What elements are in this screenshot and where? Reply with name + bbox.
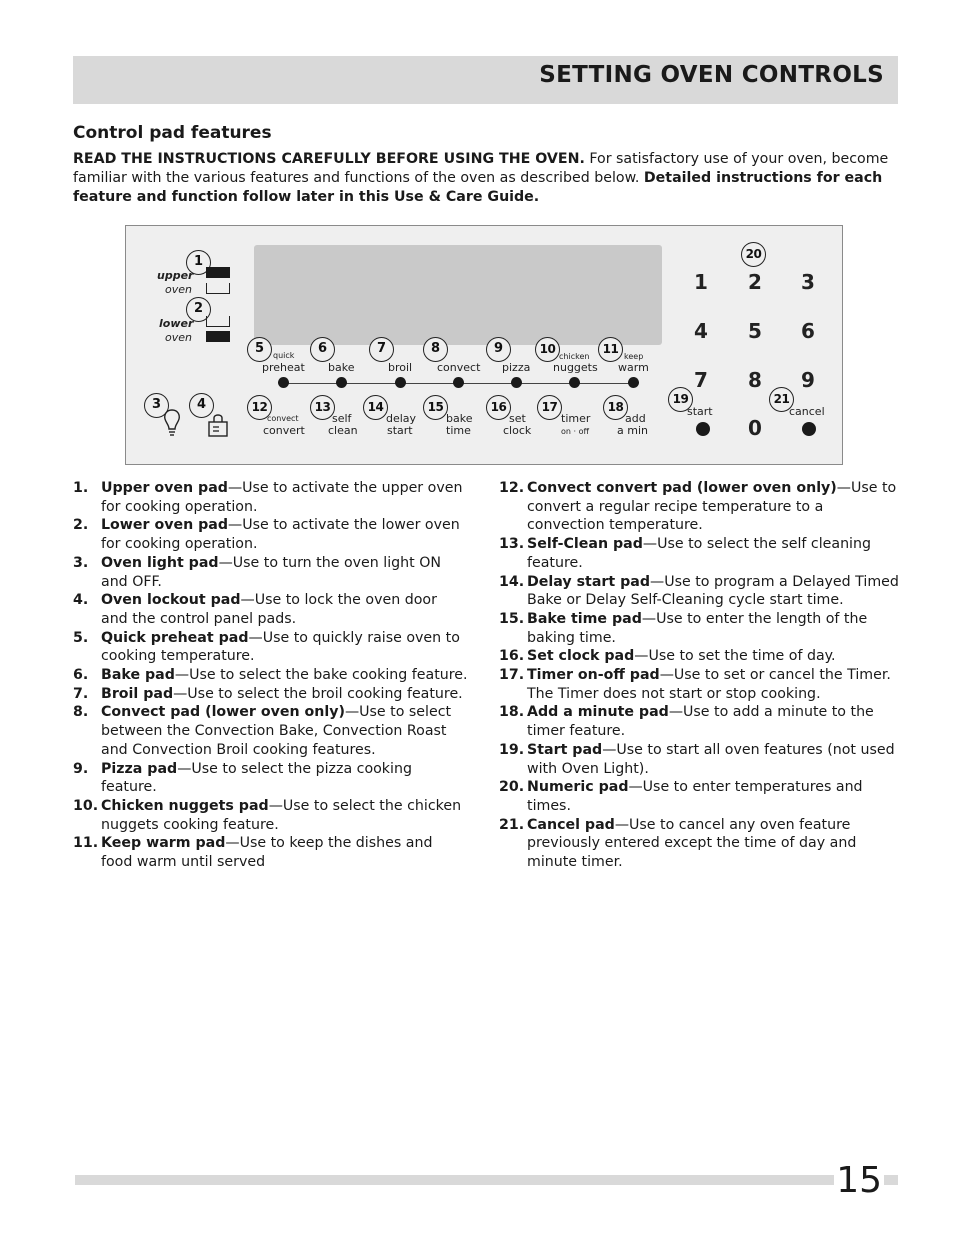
keypad-4[interactable]: 4 [694, 319, 708, 343]
list-item: 20. Numeric pad—Use to enter temperatures and times. [499, 779, 863, 814]
callout-19: 19 [668, 387, 693, 412]
list-item: 8. Convect pad (lower oven only)—Use to select between the Convection Bake, Convection Roast and Convection Broil cooking features. [73, 704, 452, 758]
list-item: 13. Self-Clean pad—Use to select the self cleaning feature. [499, 536, 871, 571]
convert-label: convert [263, 424, 305, 437]
lock-icon[interactable] [206, 412, 230, 438]
list-item: 17. Timer on-off pad—Use to set or cancel the Timer. The Timer does not start or stop cooking. [499, 667, 891, 702]
keypad-8[interactable]: 8 [748, 368, 762, 392]
feature-list-right [499, 479, 904, 872]
upper-oven-label: oven [165, 283, 192, 296]
header-bar [73, 56, 898, 104]
quick-preheat-pad[interactable] [278, 377, 289, 388]
convect-convert-small-label: convect [267, 414, 299, 423]
add-label: add [625, 412, 646, 425]
on-off-label: on · off [561, 427, 589, 436]
lower-oven-pad-indicator[interactable] [206, 331, 230, 342]
keypad-6[interactable]: 6 [801, 319, 815, 343]
keypad-1[interactable]: 1 [694, 270, 708, 294]
warm-label: warm [618, 361, 649, 374]
timer-label: timer [561, 412, 591, 425]
callout-2: 2 [186, 297, 211, 322]
a-min-label: a min [617, 424, 648, 437]
list-item: 18. Add a minute pad—Use to add a minute to the timer feature. [499, 704, 874, 740]
chicken-nuggets-pad[interactable] [569, 377, 580, 388]
pizza-label: pizza [502, 361, 531, 374]
callout-10: 10 [535, 337, 560, 362]
upper-oven-icon [206, 283, 230, 294]
quick-label: quick [273, 351, 295, 360]
bake-pad[interactable] [336, 377, 347, 388]
list-item: 1. Upper oven pad—Use to activate the upper oven for cooking operation. [73, 480, 463, 515]
callout-1: 1 [186, 250, 211, 275]
list-item: 2. Lower oven pad—Use to activate the lower oven for cooking operation. [73, 517, 460, 553]
callout-18: 18 [603, 395, 628, 420]
broil-label: broil [388, 361, 413, 374]
start-label: start [687, 405, 713, 418]
callout-12: 12 [247, 395, 272, 420]
keypad-0[interactable]: 0 [748, 416, 762, 440]
footer-bar [75, 1175, 898, 1185]
page-title: SETTING OVEN CONTROLS [539, 62, 884, 88]
list-item: 9. Pizza pad—Use to select the pizza cooking feature. [73, 760, 412, 796]
convect-pad[interactable] [453, 377, 464, 388]
intro-paragraph [73, 150, 903, 207]
callout-4: 4 [189, 393, 214, 418]
keypad-7[interactable]: 7 [694, 368, 708, 392]
self-label: self [332, 412, 352, 425]
control-panel-diagram [125, 225, 843, 465]
callout-11: 11 [598, 337, 623, 362]
list-item: 15. Bake time pad—Use to enter the length of the baking time. [499, 610, 868, 646]
feature-list-left [73, 479, 468, 872]
keep-warm-pad[interactable] [628, 377, 639, 388]
callout-3: 3 [144, 393, 169, 418]
callout-7: 7 [369, 337, 394, 362]
time-label: time [446, 424, 471, 437]
keypad-3[interactable]: 3 [801, 270, 815, 294]
callout-13: 13 [310, 395, 335, 420]
lower-oven-icon [206, 316, 230, 327]
display-window [254, 245, 662, 345]
intro-lead: READ THE INSTRUCTIONS CAREFULLY BEFORE USING THE OVEN. [73, 151, 585, 167]
keypad-9[interactable]: 9 [801, 368, 815, 392]
list-item: 19. Start pad—Use to start all oven features (not used with Oven Light). [499, 741, 895, 777]
list-item: 21. Cancel pad—Use to cancel any oven feature previously entered except the time of day and minute timer. [499, 816, 857, 871]
callout-6: 6 [310, 337, 335, 362]
convect-label: convect [437, 361, 481, 374]
upper-oven-pad-indicator[interactable] [206, 267, 230, 278]
nuggets-label: nuggets [553, 361, 598, 374]
intro-body: For satisfactory use of your oven, become familiar with the various features and functions of the oven as described below. [73, 151, 889, 186]
upper-label: upper [157, 269, 194, 282]
clock-label: clock [503, 424, 532, 437]
callout-15: 15 [423, 395, 448, 420]
preheat-label: preheat [262, 361, 305, 374]
callout-9: 9 [486, 337, 511, 362]
cancel-label: cancel [789, 405, 825, 418]
callout-20: 20 [741, 242, 766, 267]
start-pad[interactable] [696, 422, 710, 436]
broil-pad[interactable] [395, 377, 406, 388]
callout-17: 17 [537, 395, 562, 420]
list-item: 5. Quick preheat pad—Use to quickly raise oven to cooking temperature. [73, 629, 460, 665]
list-item: 10. Chicken nuggets pad—Use to select the chicken nuggets cooking feature. [73, 797, 462, 833]
list-item: 12. Convect convert pad (lower oven only)—Use to convert a regular recipe temperature to a convection temperature. [499, 480, 897, 534]
keep-label: keep [624, 352, 644, 361]
lower-oven-label: oven [165, 331, 192, 344]
clean-label: clean [328, 424, 358, 437]
list-item: 16. Set clock pad—Use to set the time of day. [499, 648, 836, 665]
bake-label: bake [328, 361, 355, 374]
keypad-5[interactable]: 5 [748, 319, 762, 343]
pizza-pad[interactable] [511, 377, 522, 388]
set-label: set [509, 412, 526, 425]
page-number: 15 [836, 1160, 882, 1201]
list-item: 3. Oven light pad—Use to turn the oven light ON and OFF. [73, 554, 441, 590]
chicken-label: chicken [559, 352, 590, 361]
intro-tail: Detailed instructions for each feature and function follow later in this Use & Care Guide. [73, 170, 883, 205]
bake-time-bake-label: bake [446, 412, 473, 425]
callout-5: 5 [247, 337, 272, 362]
light-bulb-icon[interactable] [162, 408, 182, 438]
list-item: 7. Broil pad—Use to select the broil cooking feature. [73, 685, 463, 702]
section-title: Control pad features [73, 123, 272, 143]
cancel-pad[interactable] [802, 422, 816, 436]
lower-label: lower [159, 317, 194, 330]
callout-16: 16 [486, 395, 511, 420]
callout-21: 21 [769, 387, 794, 412]
list-item: 14. Delay start pad—Use to program a Delayed Timed Bake or Delay Self-Cleaning cycle start time. [499, 573, 899, 609]
callout-14: 14 [363, 395, 388, 420]
keypad-2[interactable]: 2 [748, 270, 762, 294]
list-item: 6. Bake pad—Use to select the bake cooking feature. [73, 667, 468, 684]
delay-start-label: start [387, 424, 413, 437]
delay-label: delay [386, 412, 417, 425]
list-item: 11. Keep warm pad—Use to keep the dishes and food warm until served [73, 835, 433, 871]
callout-8: 8 [423, 337, 448, 362]
list-item: 4. Oven lockout pad—Use to lock the oven door and the control panel pads. [73, 592, 437, 627]
